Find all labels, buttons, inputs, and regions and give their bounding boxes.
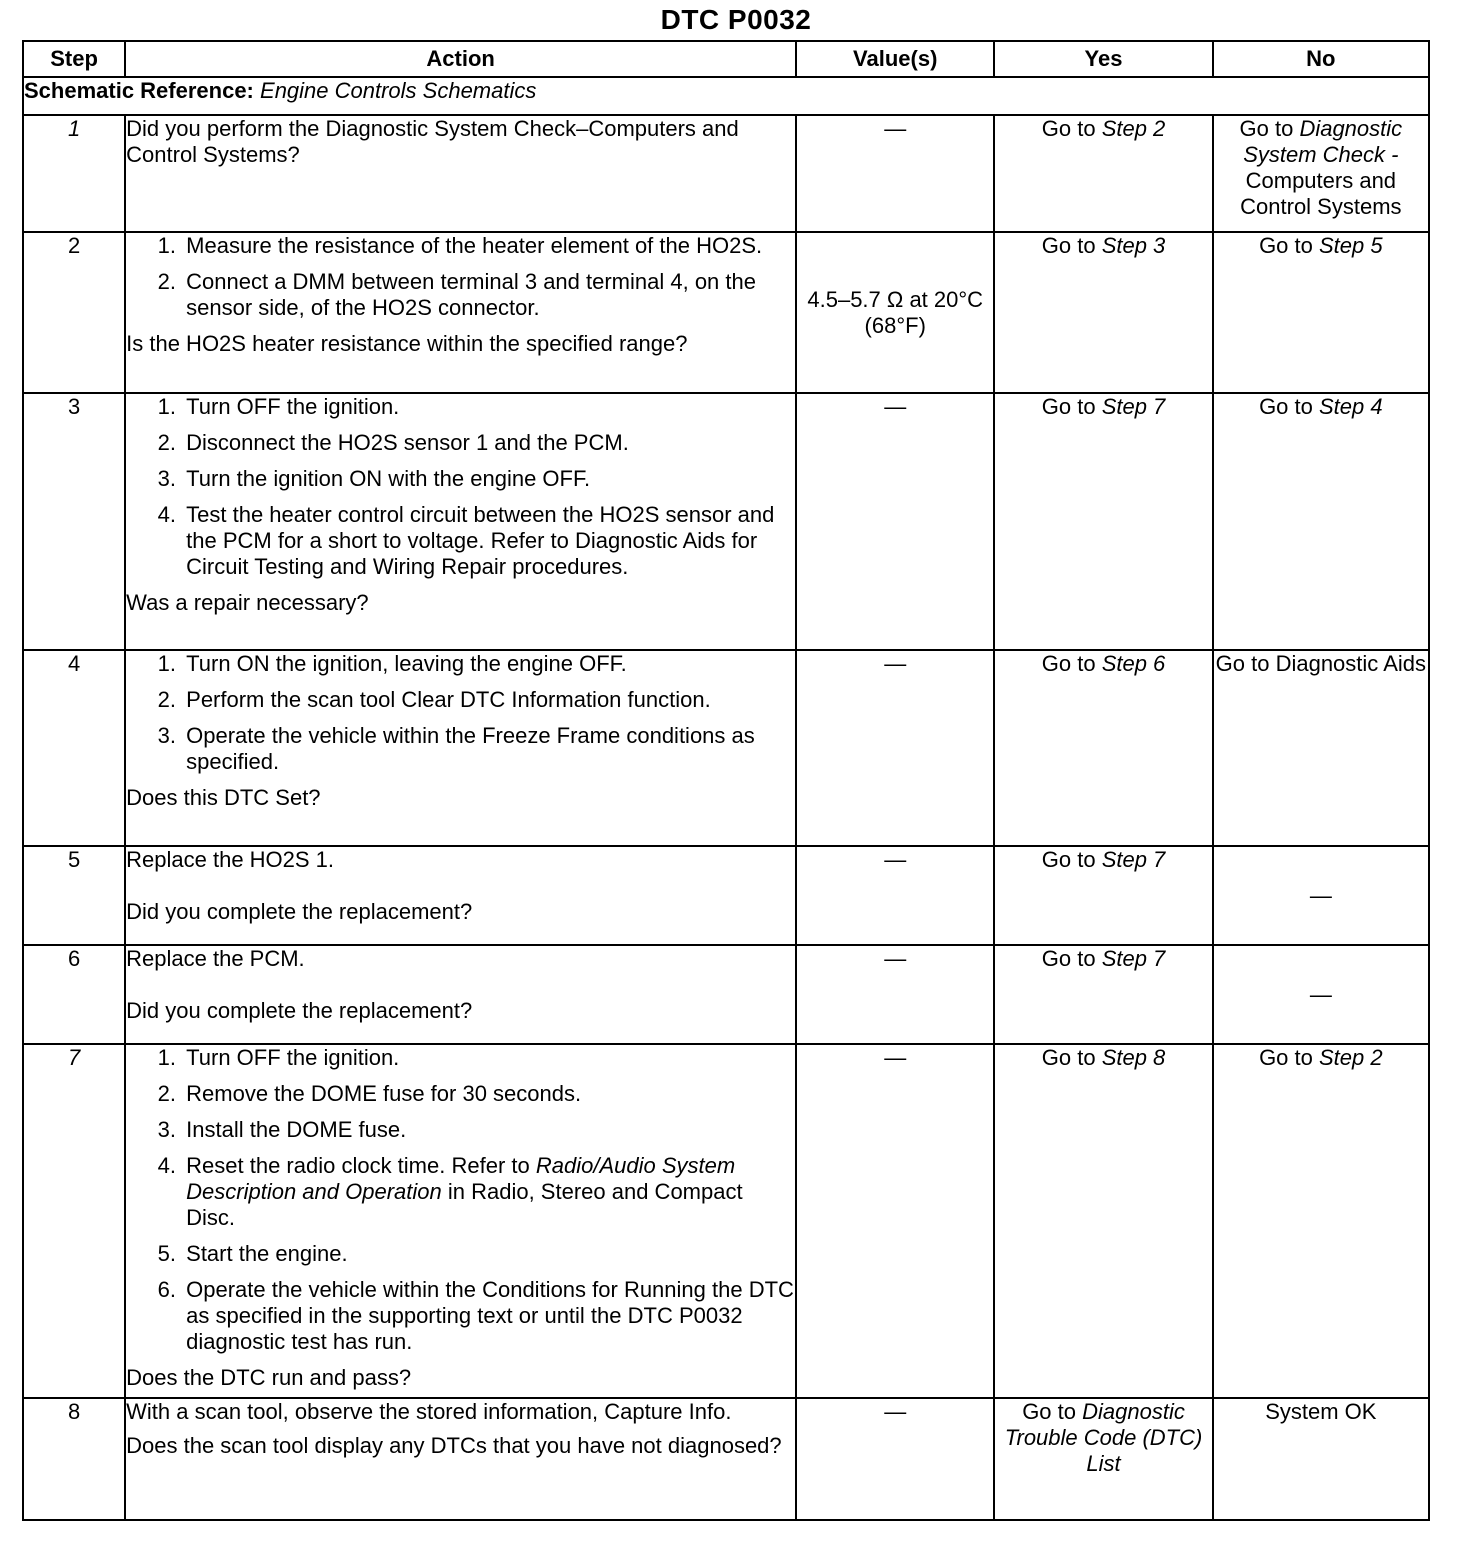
list-item: 3. Install the DOME fuse. [182, 1117, 795, 1143]
yes-cell [994, 650, 1212, 846]
yes-link[interactable]: Step 7 [1101, 946, 1166, 971]
step-number: 5 [23, 846, 125, 945]
yes-prefix: Go to [1041, 116, 1096, 141]
step-number: 3 [23, 393, 125, 650]
table-row [23, 393, 1429, 650]
step-number: 8 [23, 1398, 125, 1520]
yes-cell [994, 1044, 1212, 1398]
question-text: Was a repair necessary? [126, 590, 369, 615]
yes-prefix: Go to [1041, 1045, 1096, 1070]
table-row [23, 846, 1429, 945]
no-cell: System OK [1213, 1398, 1429, 1520]
value-cell: — [796, 1044, 994, 1398]
item-text: Reset the radio clock time. Refer to [186, 1153, 530, 1178]
no-cell[interactable] [1213, 650, 1429, 846]
no-link[interactable]: Step 2 [1319, 1045, 1383, 1070]
list-item: 1. Turn ON the ignition, leaving the engine OFF. [182, 651, 795, 677]
list-item: 3. Turn the ignition ON with the engine OFF. [182, 466, 795, 492]
item-text: in Radio, Stereo and Compact Disc. [186, 1179, 743, 1230]
table-row [23, 1044, 1429, 1398]
schematic-label: Schematic Reference: [24, 78, 254, 103]
question-text: Did you complete the replacement? [126, 998, 473, 1023]
list-item: 1. Turn OFF the ignition. [182, 394, 795, 420]
yes-prefix: Go to [1041, 946, 1096, 971]
yes-cell [994, 393, 1212, 650]
schematic-reference [23, 77, 1429, 115]
header-step: Step [23, 41, 125, 77]
no-prefix: Go to [1239, 116, 1294, 141]
yes-cell [994, 945, 1212, 1044]
list-item: 1. Turn OFF the ignition. [182, 1045, 795, 1071]
value-cell: — [796, 945, 994, 1044]
list-item: 1. Measure the resistance of the heater element of the HO2S. [182, 233, 795, 259]
value-cell: — [796, 393, 994, 650]
yes-prefix: Go to [1041, 651, 1096, 676]
action-cell [125, 1398, 796, 1520]
action-cell [125, 1044, 796, 1398]
yes-prefix: Go to [1041, 233, 1096, 258]
yes-link[interactable]: Step 3 [1101, 233, 1166, 258]
yes-cell [994, 232, 1212, 393]
schematic-row [23, 77, 1429, 115]
step-number: 6 [23, 945, 125, 1044]
header-no: No [1213, 41, 1429, 77]
yes-cell [994, 846, 1212, 945]
step-number: 7 [23, 1044, 125, 1398]
no-suffix: Computers and Control Systems [1240, 168, 1402, 219]
no-cell: — [1213, 846, 1429, 945]
list-item: 3. Operate the vehicle within the Freeze Frame conditions as specified. [182, 723, 795, 775]
step-number: 2 [23, 232, 125, 393]
yes-prefix: Go to [1041, 394, 1096, 419]
yes-link[interactable]: Diagnostic Trouble Code (DTC) List [1004, 1399, 1203, 1476]
yes-prefix: Go to [1022, 1399, 1076, 1424]
value-cell: — [796, 115, 994, 232]
no-cell: — [1213, 945, 1429, 1044]
question-text: Does the DTC run and pass? [126, 1365, 412, 1390]
action-text: Replace the HO2S 1. [126, 847, 335, 872]
dtc-table [22, 40, 1430, 1521]
schematic-link[interactable]: Engine Controls Schematics [260, 78, 537, 103]
action-text: With a scan tool, observe the stored information, Capture Info. [126, 1399, 732, 1424]
list-item: 4. Test the heater control circuit between the HO2S sensor and the PCM for a short to voltage. Refer to Diagnostic Aids for Circuit Testing and Wiring Repair procedures. [182, 502, 795, 580]
step-number: 1 [23, 115, 125, 232]
table-row [23, 1398, 1429, 1520]
no-link[interactable]: Step 4 [1319, 394, 1383, 419]
question-text: Does the scan tool display any DTCs that you have not diagnosed? [126, 1433, 782, 1458]
value-cell: 4.5–5.7 Ω at 20°C (68°F) [796, 232, 994, 393]
question-text: Did you complete the replacement? [126, 899, 473, 924]
list-item: 2. Connect a DMM between terminal 3 and terminal 4, on the sensor side, of the HO2S connector. [182, 269, 795, 321]
list-item [182, 1153, 795, 1231]
table-row [23, 650, 1429, 846]
list-item: 2. Disconnect the HO2S sensor 1 and the PCM. [182, 430, 795, 456]
list-item: 2. Remove the DOME fuse for 30 seconds. [182, 1081, 795, 1107]
radio-audio-link[interactable]: Radio/Audio System Description and Operation [186, 1153, 736, 1204]
yes-cell [994, 1398, 1212, 1520]
question-text: Is the HO2S heater resistance within the specified range? [126, 331, 688, 356]
no-prefix: Go to [1259, 233, 1313, 258]
list-item: 2. Perform the scan tool Clear DTC Information function. [182, 687, 795, 713]
yes-link[interactable]: Step 7 [1101, 394, 1166, 419]
yes-cell [994, 115, 1212, 232]
header-action: Action [125, 41, 796, 77]
value-cell: — [796, 1398, 994, 1520]
action-text: Did you perform the Diagnostic System Check–Computers and Control Systems? [126, 116, 739, 167]
page-title: DTC P0032 [660, 4, 812, 35]
list-item: 5. Start the engine. [182, 1241, 795, 1267]
action-cell [125, 393, 796, 650]
header-values: Value(s) [796, 41, 994, 77]
yes-link[interactable]: Step 7 [1101, 847, 1166, 872]
no-link[interactable]: Step 5 [1319, 233, 1383, 258]
action-cell [125, 945, 796, 1044]
step-number: 4 [23, 650, 125, 846]
table-row [23, 115, 1429, 232]
yes-link[interactable]: Step 6 [1101, 651, 1166, 676]
no-prefix: Go to [1259, 1045, 1313, 1070]
action-cell [125, 115, 796, 232]
yes-prefix: Go to [1041, 847, 1096, 872]
table-row [23, 945, 1429, 1044]
action-cell [125, 650, 796, 846]
table-row [23, 232, 1429, 393]
no-cell [1213, 232, 1429, 393]
action-text: Replace the PCM. [126, 946, 305, 971]
header-yes: Yes [994, 41, 1212, 77]
no-cell [1213, 393, 1429, 650]
action-cell [125, 846, 796, 945]
no-cell [1213, 1044, 1429, 1398]
question-text: Does this DTC Set? [126, 785, 321, 810]
no-prefix: Go to [1259, 394, 1313, 419]
yes-link[interactable]: Step 8 [1101, 1045, 1166, 1070]
value-cell: — [796, 846, 994, 945]
value-cell: — [796, 650, 994, 846]
action-cell [125, 232, 796, 393]
table-header-row [23, 41, 1429, 77]
no-link[interactable]: Go to Diagnostic Aids [1215, 651, 1426, 676]
no-link[interactable]: Diagnostic System Check - [1243, 116, 1403, 167]
list-item: 6. Operate the vehicle within the Conditions for Running the DTC as specified in the supporting text or until the DTC P0032 diagnostic test has run. [182, 1277, 795, 1355]
no-cell [1213, 115, 1429, 232]
yes-link[interactable]: Step 2 [1101, 116, 1166, 141]
